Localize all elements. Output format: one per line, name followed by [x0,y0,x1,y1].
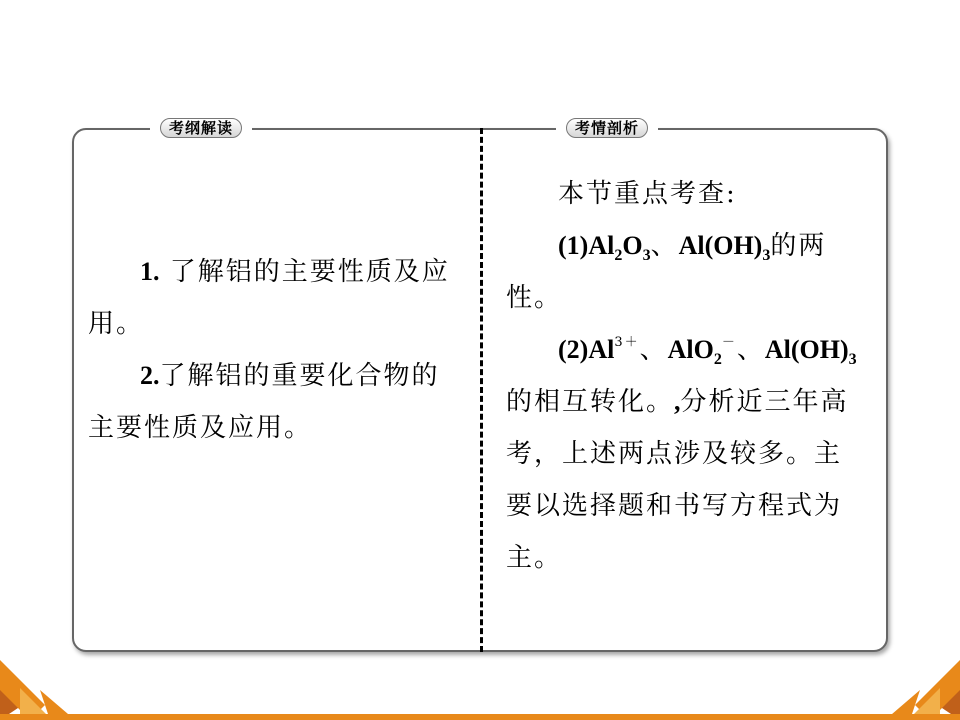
analysis-intro: 本节重点考查: [558,179,737,209]
tab-analysis: 考情剖析 [556,117,658,139]
column-divider [480,128,483,652]
analysis-point-2: $(2)Al^{3+}$、AlO$_2$－、$Al(OH)_3$的相互转化。,分析近三年高考，上述两点涉及较多。主要以选择题和书写方程式为主。 [506,335,857,573]
right-column-text [506,168,866,584]
syllabus-item-1: 1. 了解铝的主要性质及应用。 [88,257,450,339]
left-column-text [88,246,458,454]
syllabus-item-2: 2.了解铝的重要化合物的主要性质及应用。 [88,361,440,443]
analysis-point-1: $(1)Al_2O_3$、$Al(OH)_3$的两性。 [506,231,827,313]
corner-decoration-right [870,660,960,720]
tab-syllabus: 考纲解读 [150,117,252,139]
bottom-bar [0,714,960,720]
corner-decoration-left [0,660,90,720]
